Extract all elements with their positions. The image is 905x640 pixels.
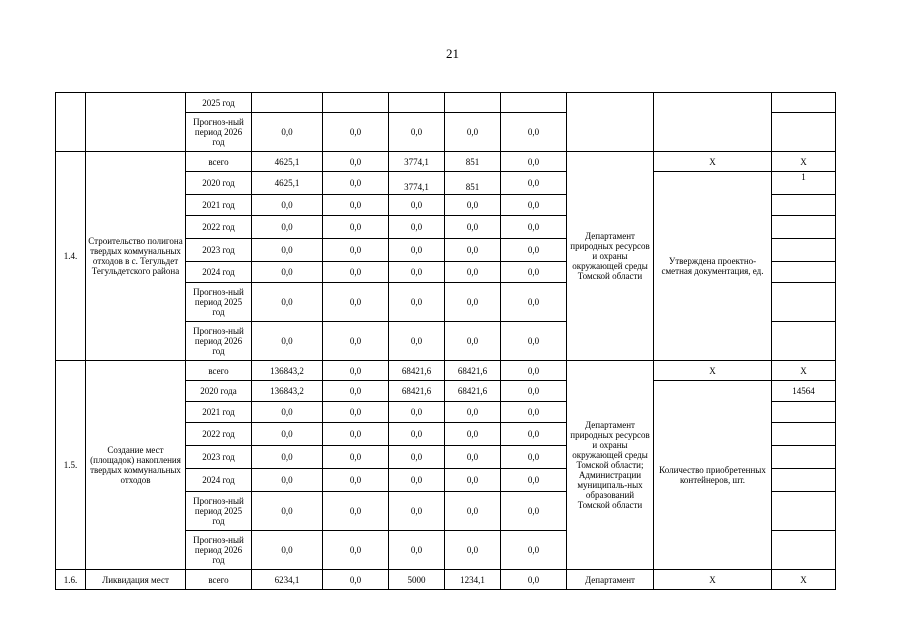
value-cell: 0,0 xyxy=(252,322,323,361)
period-cell: 2024 год xyxy=(186,262,252,283)
executor-cell: Департамент природных ресурсов и охраны окружающей среды Томской области xyxy=(567,152,654,361)
value-cell: 0,0 xyxy=(323,172,389,195)
value-cell: 0,0 xyxy=(252,402,323,423)
value-cell: 0,0 xyxy=(252,239,323,262)
value-cell: 136843,2 xyxy=(252,361,323,381)
value-cell: 0,0 xyxy=(445,423,501,446)
indicator-value-cell: 14564 xyxy=(772,381,836,402)
executor-cell: Департамент xyxy=(567,570,654,590)
period-cell: Прогноз-ный период 2025 год xyxy=(186,492,252,531)
value-cell xyxy=(252,93,323,113)
value-cell: 4625,1 xyxy=(252,152,323,172)
value-cell: 0,0 xyxy=(252,423,323,446)
value-cell: 0,0 xyxy=(252,492,323,531)
value-cell: 0,0 xyxy=(323,381,389,402)
table-row xyxy=(56,361,836,381)
value-cell: 6234,1 xyxy=(252,570,323,590)
value-cell: 0,0 xyxy=(323,216,389,239)
value-cell: 1234,1 xyxy=(445,570,501,590)
value-cell: 0,0 xyxy=(323,402,389,423)
indicator-value-cell: X xyxy=(772,570,836,590)
value-cell: 0,0 xyxy=(389,262,445,283)
period-cell: 2022 год xyxy=(186,423,252,446)
indicator-cell: X xyxy=(654,361,772,381)
value-cell: 0,0 xyxy=(323,492,389,531)
period-cell: 2024 год xyxy=(186,469,252,492)
value-cell: 0,0 xyxy=(252,262,323,283)
value-cell: 0,0 xyxy=(445,402,501,423)
value-cell: 0,0 xyxy=(323,239,389,262)
indicator-cell: Количество приобретенных контейнеров, шт. xyxy=(654,381,772,570)
value-cell: 0,0 xyxy=(389,195,445,216)
value-cell: 0,0 xyxy=(445,492,501,531)
indicator-value-cell xyxy=(772,469,836,492)
indicator-value-cell xyxy=(772,283,836,322)
value-cell: 0,0 xyxy=(323,570,389,590)
period-cell: 2023 год xyxy=(186,239,252,262)
value-cell: 0,0 xyxy=(323,446,389,469)
period-cell: Прогноз-ный период 2026 год xyxy=(186,113,252,152)
value-cell: 0,0 xyxy=(445,262,501,283)
value-cell: 0,0 xyxy=(501,446,567,469)
value-cell xyxy=(323,93,389,113)
value-cell: 3774,1 xyxy=(389,172,445,195)
value-cell: 0,0 xyxy=(323,113,389,152)
period-cell: 2021 год xyxy=(186,195,252,216)
value-cell xyxy=(445,93,501,113)
value-cell: 0,0 xyxy=(501,172,567,195)
value-cell: 0,0 xyxy=(501,195,567,216)
period-cell: 2020 год xyxy=(186,172,252,195)
indicator-value-cell xyxy=(772,216,836,239)
value-cell: 0,0 xyxy=(445,469,501,492)
indicator-value-cell: X xyxy=(772,361,836,381)
value-cell: 0,0 xyxy=(389,446,445,469)
value-cell: 0,0 xyxy=(445,446,501,469)
value-cell: 0,0 xyxy=(501,262,567,283)
value-cell: 0,0 xyxy=(389,322,445,361)
indicator-value-cell xyxy=(772,531,836,570)
value-cell: 851 xyxy=(445,152,501,172)
indicator-cell: X xyxy=(654,570,772,590)
value-cell: 0,0 xyxy=(323,152,389,172)
period-cell: Прогноз-ный период 2025 год xyxy=(186,283,252,322)
page-number: 21 xyxy=(446,46,459,61)
value-cell: 0,0 xyxy=(323,423,389,446)
indicator-value-cell xyxy=(772,239,836,262)
value-cell: 68421,6 xyxy=(389,361,445,381)
value-cell: 3774,1 xyxy=(389,152,445,172)
value-cell: 5000 xyxy=(389,570,445,590)
value-cell: 0,0 xyxy=(501,531,567,570)
value-cell: 0,0 xyxy=(501,283,567,322)
name-cell xyxy=(86,93,186,152)
period-cell: 2021 год xyxy=(186,402,252,423)
table-row xyxy=(56,570,836,590)
period-cell: 2025 год xyxy=(186,93,252,113)
value-cell: 0,0 xyxy=(252,283,323,322)
row-number: 1.4. xyxy=(56,152,86,361)
value-cell: 0,0 xyxy=(389,216,445,239)
row-number: 1.6. xyxy=(56,570,86,590)
indicator-value-cell: X xyxy=(772,152,836,172)
value-cell: 0,0 xyxy=(252,113,323,152)
value-cell: 0,0 xyxy=(252,216,323,239)
indicator-cell: Утверждена проектно-сметная документация, ед. xyxy=(654,172,772,361)
table-row xyxy=(56,152,836,172)
value-cell: 0,0 xyxy=(323,531,389,570)
period-cell: 2023 год xyxy=(186,446,252,469)
value-cell: 0,0 xyxy=(445,216,501,239)
indicator-cell xyxy=(654,93,772,152)
value-cell: 0,0 xyxy=(323,469,389,492)
indicator-value-cell xyxy=(772,262,836,283)
value-cell: 0,0 xyxy=(389,402,445,423)
value-cell: 0,0 xyxy=(389,492,445,531)
indicator-value-cell xyxy=(772,402,836,423)
value-cell: 0,0 xyxy=(389,469,445,492)
value-cell: 0,0 xyxy=(501,216,567,239)
indicator-value-cell xyxy=(772,446,836,469)
value-cell: 0,0 xyxy=(323,283,389,322)
value-cell: 0,0 xyxy=(445,113,501,152)
value-cell: 0,0 xyxy=(323,195,389,216)
executor-cell xyxy=(567,93,654,152)
indicator-cell: X xyxy=(654,152,772,172)
value-cell: 0,0 xyxy=(501,381,567,402)
value-cell: 0,0 xyxy=(389,113,445,152)
value-cell: 0,0 xyxy=(501,423,567,446)
period-cell: 2022 год xyxy=(186,216,252,239)
value-cell: 0,0 xyxy=(501,361,567,381)
value-cell: 0,0 xyxy=(389,239,445,262)
value-cell: 68421,6 xyxy=(445,381,501,402)
value-cell: 0,0 xyxy=(323,262,389,283)
indicator-value-cell xyxy=(772,93,836,113)
indicator-value-cell xyxy=(772,492,836,531)
value-cell xyxy=(389,93,445,113)
period-cell: всего xyxy=(186,152,252,172)
activity-name: Строительство полигона твердых коммунальных отходов в с. Тегульдет Тегульдетского района xyxy=(86,152,186,361)
value-cell: 0,0 xyxy=(389,283,445,322)
value-cell: 0,0 xyxy=(252,446,323,469)
period-cell: Прогноз-ный период 2026 год xyxy=(186,322,252,361)
period-cell: 2020 года xyxy=(186,381,252,402)
value-cell: 0,0 xyxy=(501,152,567,172)
value-cell: 0,0 xyxy=(323,322,389,361)
value-cell: 0,0 xyxy=(501,570,567,590)
num-cell xyxy=(56,93,86,152)
activity-name: Ликвидация мест xyxy=(86,570,186,590)
value-cell: 0,0 xyxy=(501,239,567,262)
value-cell: 68421,6 xyxy=(445,361,501,381)
value-cell xyxy=(501,93,567,113)
value-cell: 0,0 xyxy=(389,423,445,446)
activity-name: Создание мест (площадок) накопления твердых коммунальных отходов xyxy=(86,361,186,570)
value-cell: 0,0 xyxy=(252,195,323,216)
value-cell: 0,0 xyxy=(501,113,567,152)
value-cell: 0,0 xyxy=(501,469,567,492)
period-cell: Прогноз-ный период 2026 год xyxy=(186,531,252,570)
value-cell: 0,0 xyxy=(501,492,567,531)
table-row xyxy=(56,93,836,113)
value-cell: 68421,6 xyxy=(389,381,445,402)
value-cell: 0,0 xyxy=(252,531,323,570)
value-cell: 0,0 xyxy=(501,402,567,423)
value-cell: 0,0 xyxy=(445,283,501,322)
value-cell: 4625,1 xyxy=(252,172,323,195)
indicator-value-cell: 1 xyxy=(772,172,836,195)
value-cell: 0,0 xyxy=(445,239,501,262)
value-cell: 0,0 xyxy=(323,361,389,381)
value-cell: 136843,2 xyxy=(252,381,323,402)
indicator-value-cell xyxy=(772,113,836,152)
indicator-value-cell xyxy=(772,322,836,361)
period-cell: всего xyxy=(186,570,252,590)
value-cell: 0,0 xyxy=(252,469,323,492)
value-cell: 851 xyxy=(445,172,501,195)
value-cell: 0,0 xyxy=(501,322,567,361)
value-cell: 0,0 xyxy=(445,322,501,361)
row-number: 1.5. xyxy=(56,361,86,570)
value-cell: 0,0 xyxy=(445,531,501,570)
executor-cell: Департамент природных ресурсов и охраны окружающей среды Томской области; Администрации муниципаль-ных образований Томской области xyxy=(567,361,654,570)
period-cell: всего xyxy=(186,361,252,381)
value-cell: 0,0 xyxy=(389,531,445,570)
value-cell: 0,0 xyxy=(445,195,501,216)
indicator-value-cell xyxy=(772,423,836,446)
indicator-value-cell xyxy=(772,195,836,216)
budget-table xyxy=(55,92,836,590)
